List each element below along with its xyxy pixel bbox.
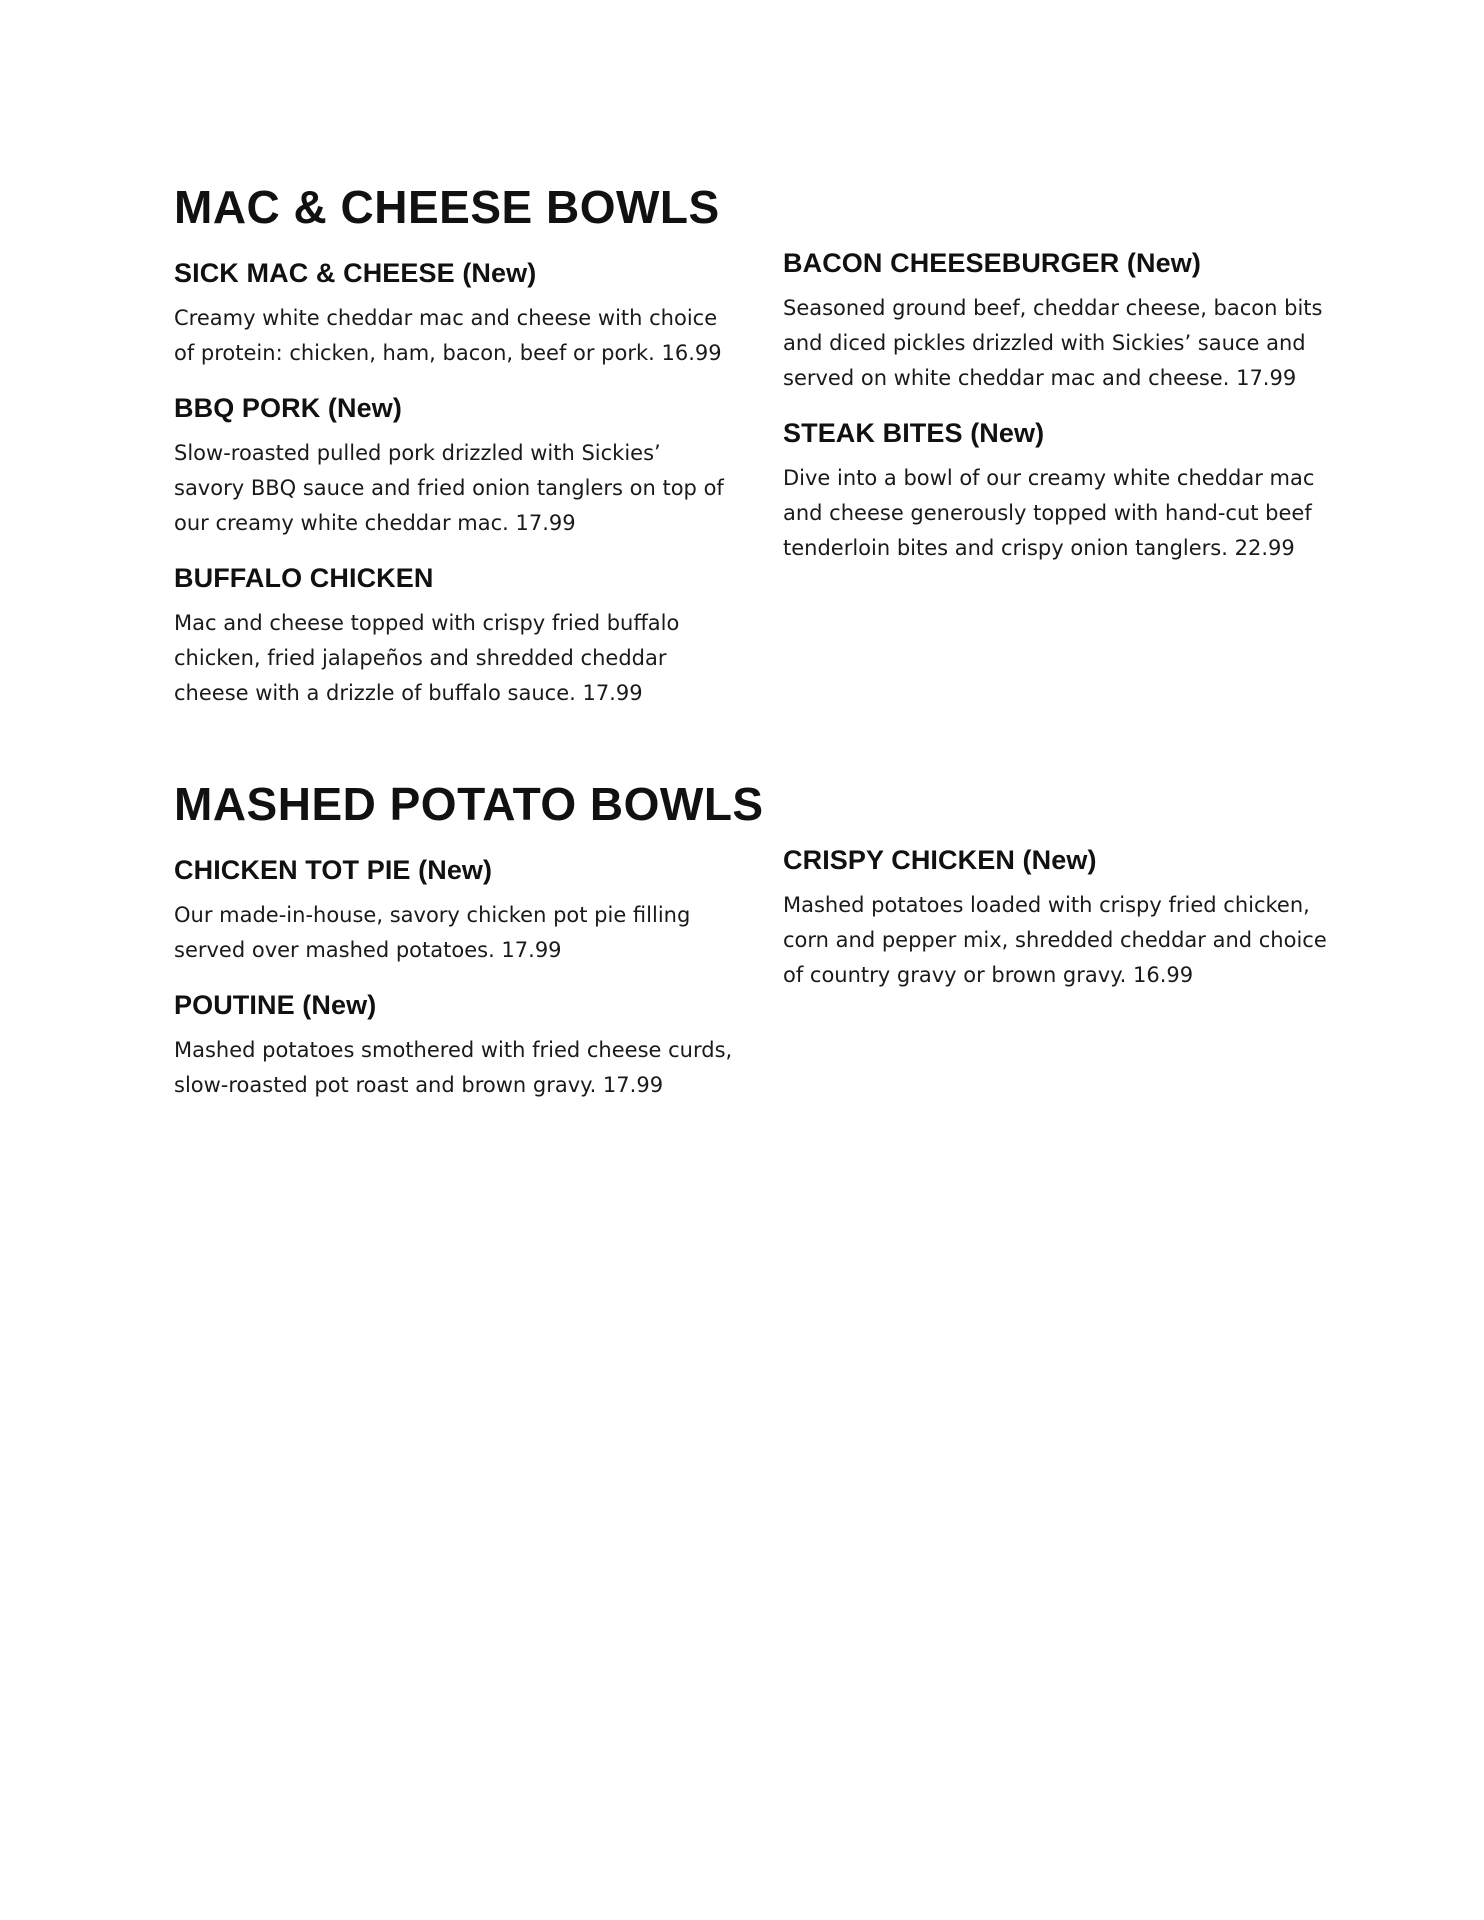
- menu-item-buffalo-chicken: [174, 563, 734, 711]
- menu-item-description: Mac and cheese topped with crispy fried buffalo chicken, fried jalapeños and shredded cheddar cheese with a drizzle of buffalo sauce. 17.99: [174, 611, 680, 706]
- menu-item-description: Creamy white cheddar mac and cheese with choice of protein: chicken, ham, bacon, beef or pork. 16.99: [174, 306, 722, 366]
- mac-cheese-left-column: [174, 258, 734, 733]
- menu-item-name: BBQ PORK (New): [174, 393, 402, 424]
- menu-item-steak-bites: [783, 418, 1343, 566]
- menu-item-sick-mac-cheese: [174, 258, 734, 371]
- menu-item-name: BACON CHEESEBURGER (New): [783, 248, 1201, 278]
- menu-item-name: CHICKEN TOT PIE (New): [174, 855, 493, 885]
- menu-item-bbq-pork: [174, 393, 734, 541]
- mashed-potato-left-column: [174, 855, 734, 1125]
- menu-item-name: BUFFALO CHICKEN: [174, 563, 434, 594]
- menu-item-description: Mashed potatoes loaded with crispy fried chicken, corn and pepper mix, shredded cheddar and choice of country gravy or brown gravy. 16.99: [783, 893, 1327, 988]
- menu-item-description: Mashed potatoes smothered with fried cheese curds, slow-roasted pot roast and brown gravy. 17.99: [174, 1038, 733, 1098]
- mashed-potato-right-column: [783, 845, 1343, 1015]
- menu-item-name: POUTINE (New): [174, 990, 377, 1021]
- menu-item-poutine: [174, 990, 734, 1103]
- section-title-mac-cheese: MAC & CHEESE BOWLS: [174, 181, 720, 233]
- section-title-mashed-potato: MASHED POTATO BOWLS: [174, 778, 764, 830]
- menu-item-description: Our made-in-house, savory chicken pot pie filling served over mashed potatoes. 17.99: [174, 903, 691, 963]
- menu-item-name: STEAK BITES (New): [783, 418, 1045, 449]
- menu-item-description: Seasoned ground beef, cheddar cheese, bacon bits and diced pickles drizzled with Sickies’ sauce and served on white cheddar mac and cheese. 17.99: [783, 296, 1323, 391]
- mac-cheese-right-column: [783, 248, 1343, 588]
- menu-item-name: CRISPY CHICKEN (New): [783, 845, 1097, 875]
- menu-item-description: Slow-roasted pulled pork drizzled with Sickies’ savory BBQ sauce and fried onion tanglers on top of our creamy white cheddar mac. 17.99: [174, 441, 724, 536]
- menu-item-bacon-cheeseburger: [783, 248, 1343, 396]
- menu-item-crispy-chicken: [783, 845, 1343, 993]
- menu-item-description: Dive into a bowl of our creamy white cheddar mac and cheese generously topped with hand-cut beef tenderloin bites and crispy onion tanglers. 22.99: [783, 466, 1315, 561]
- menu-item-chicken-tot-pie: [174, 855, 734, 968]
- menu-item-name: SICK MAC & CHEESE (New): [174, 258, 537, 288]
